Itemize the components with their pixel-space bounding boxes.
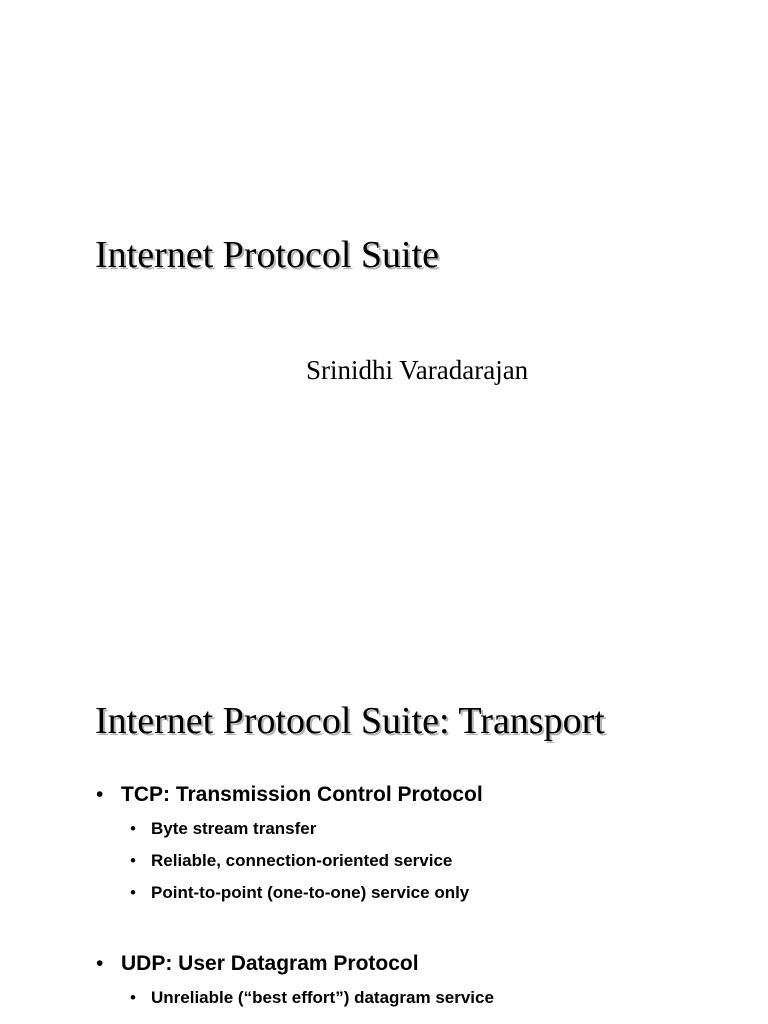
bullet-item — [130, 989, 494, 1006]
slide-title: Internet Protocol Suite: Transport — [95, 700, 605, 742]
bullet-heading-udp — [96, 953, 419, 974]
bullet-text: Point-to-point (one-to-one) service only — [151, 883, 470, 902]
bullet-item — [130, 820, 316, 837]
bullet-icon: • — [130, 819, 136, 838]
bullet-text: Unreliable (“best effort”) datagram service — [151, 988, 494, 1007]
bullet-item — [130, 852, 452, 869]
bullet-icon: • — [130, 883, 136, 902]
bullet-heading-tcp — [96, 784, 483, 805]
bullet-icon: • — [96, 952, 104, 975]
slide-title: Internet Protocol Suite — [95, 234, 440, 276]
bullet-text: Reliable, connection-oriented service — [151, 851, 453, 870]
bullet-text: Byte stream transfer — [151, 819, 317, 838]
author-name: Srinidhi Varadarajan — [306, 355, 529, 385]
bullet-icon: • — [130, 851, 136, 870]
bullet-text: UDP: User Datagram Protocol — [121, 952, 419, 975]
bullet-text: TCP: Transmission Control Protocol — [121, 783, 483, 806]
bullet-icon: • — [130, 988, 136, 1007]
transport-slide — [0, 656, 768, 1024]
bullet-icon: • — [96, 783, 104, 806]
bullet-item — [130, 884, 469, 901]
